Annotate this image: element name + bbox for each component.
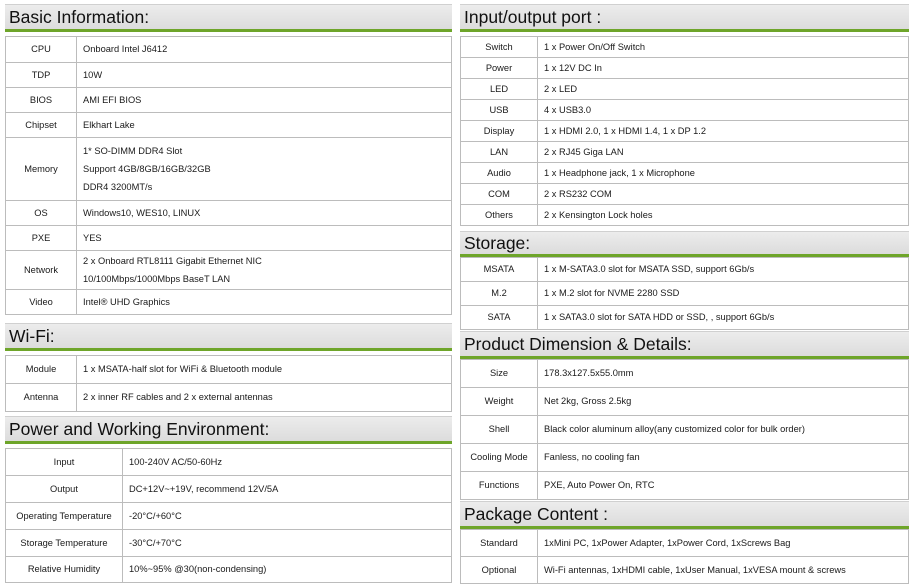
spec-value: [538, 184, 909, 205]
spec-value-line: 1 x M-SATA3.0 slot for MSATA SSD, support 6Gb/s: [544, 264, 755, 275]
spec-value: [77, 201, 452, 226]
section-title: Package Content :: [460, 501, 909, 529]
spec-value-line: YES: [83, 232, 102, 243]
spec-value-line: DC+12V~+19V, recommend 12V/5A: [129, 483, 279, 494]
spec-value: [123, 557, 452, 583]
table-row: [6, 476, 452, 503]
io-port-section: [460, 4, 909, 227]
spec-value-line: -20°C/+60°C: [129, 510, 182, 521]
spec-value-line: 1xMini PC, 1xPower Adapter, 1xPower Cord, 1xScrews Bag: [544, 537, 791, 548]
table-row: [461, 360, 909, 388]
spec-table: [5, 448, 452, 583]
table-row: [6, 251, 452, 290]
table-row: [461, 258, 909, 282]
spec-value: [123, 449, 452, 476]
wifi-section: [5, 323, 452, 411]
spec-value-line: 1 x HDMI 2.0, 1 x HDMI 1.4, 1 x DP 1.2: [544, 125, 707, 136]
spec-value-line: AMI EFI BIOS: [83, 94, 142, 105]
spec-value: [77, 37, 452, 63]
spec-value-line: DDR4 3200MT/s: [83, 182, 153, 193]
table-row: [6, 449, 452, 476]
spec-value: [538, 37, 909, 58]
spec-value: [538, 258, 909, 282]
table-row: [461, 444, 909, 472]
spec-value-line: Black color aluminum alloy(any customized color for bulk order): [544, 424, 805, 435]
spec-value: [538, 557, 909, 584]
table-row: [6, 138, 452, 201]
spec-value: [538, 163, 909, 184]
spec-value: [77, 290, 452, 315]
spec-label: Optional: [461, 557, 538, 584]
table-row: [6, 384, 452, 412]
spec-label: Storage Temperature: [6, 530, 123, 557]
spec-label: LED: [461, 79, 538, 100]
spec-value: [77, 88, 452, 113]
spec-label: M.2: [461, 282, 538, 306]
spec-value-line: Net 2kg, Gross 2.5kg: [544, 396, 632, 407]
section-title: Storage:: [460, 231, 909, 257]
table-row: [461, 530, 909, 557]
spec-value-line: PXE, Auto Power On, RTC: [544, 480, 655, 491]
spec-value-line: 2 x Onboard RTL8111 Gigabit Ethernet NIC: [83, 255, 262, 266]
spec-value: [77, 226, 452, 251]
spec-value: [538, 282, 909, 306]
spec-value: [538, 58, 909, 79]
spec-value: [538, 100, 909, 121]
table-row: [461, 282, 909, 306]
table-row: [461, 472, 909, 500]
spec-value: [538, 388, 909, 416]
spec-label: Weight: [461, 388, 538, 416]
table-row: [461, 205, 909, 226]
spec-value-line: 1* SO-DIMM DDR4 Slot: [83, 145, 183, 156]
spec-label: USB: [461, 100, 538, 121]
basic-information-section: [5, 4, 452, 320]
table-row: [6, 113, 452, 138]
spec-value-line: Windows10, WES10, LINUX: [83, 207, 201, 218]
spec-label: PXE: [6, 226, 77, 251]
spec-value-line: 2 x RS232 COM: [544, 188, 612, 199]
spec-label: Display: [461, 121, 538, 142]
spec-value: [538, 530, 909, 557]
spec-value: [77, 138, 452, 201]
product-dimension-section: [460, 331, 909, 496]
spec-value: [123, 476, 452, 503]
table-row: [6, 530, 452, 557]
spec-value-line: Support 4GB/8GB/16GB/32GB: [83, 163, 211, 174]
spec-value: [77, 63, 452, 88]
spec-value: [123, 530, 452, 557]
spec-label: Network: [6, 251, 77, 290]
spec-label: Input: [6, 449, 123, 476]
spec-value: [77, 251, 452, 290]
table-row: [461, 100, 909, 121]
spec-label: Module: [6, 356, 77, 384]
spec-label: Size: [461, 360, 538, 388]
section-title: Input/output port :: [460, 4, 909, 32]
table-row: [461, 79, 909, 100]
table-row: [6, 356, 452, 384]
spec-value: [77, 113, 452, 138]
spec-value-line: 2 x inner RF cables and 2 x external antennas: [83, 392, 273, 403]
table-row: [461, 163, 909, 184]
spec-table: [460, 36, 909, 226]
table-row: [6, 226, 452, 251]
spec-label: CPU: [6, 37, 77, 63]
spec-value-line: 10%~95% @30(non-condensing): [129, 564, 267, 575]
spec-table: [5, 36, 452, 315]
spec-value-line: 10/100Mbps/1000Mbps BaseT LAN: [83, 274, 231, 284]
spec-label: Chipset: [6, 113, 77, 138]
spec-label: COM: [461, 184, 538, 205]
spec-value-line: 2 x RJ45 Giga LAN: [544, 146, 624, 157]
spec-value: [538, 121, 909, 142]
spec-label: Audio: [461, 163, 538, 184]
storage-section: [460, 231, 909, 326]
spec-table: [460, 257, 909, 330]
spec-label: Antenna: [6, 384, 77, 412]
spec-value: [538, 306, 909, 330]
spec-value-line: 10W: [83, 69, 103, 80]
spec-value: [538, 79, 909, 100]
table-row: [461, 121, 909, 142]
spec-label: LAN: [461, 142, 538, 163]
table-row: [461, 416, 909, 444]
spec-value-line: 1 x Headphone jack, 1 x Microphone: [544, 167, 695, 178]
table-row: [461, 306, 909, 330]
spec-table: [5, 355, 452, 412]
spec-value: [123, 503, 452, 530]
spec-value-line: 2 x LED: [544, 83, 578, 94]
spec-value-line: 4 x USB3.0: [544, 104, 592, 115]
spec-value-line: Onboard Intel J6412: [83, 44, 168, 55]
section-title: Power and Working Environment:: [5, 416, 452, 444]
spec-value-line: 1 x SATA3.0 slot for SATA HDD or SSD, , support 6Gb/s: [544, 312, 775, 323]
spec-label: Switch: [461, 37, 538, 58]
spec-label: Cooling Mode: [461, 444, 538, 472]
table-row: [6, 63, 452, 88]
spec-table: [460, 529, 909, 584]
spec-table: [460, 359, 909, 500]
power-environment-section: [5, 416, 452, 583]
spec-value: [538, 205, 909, 226]
spec-value: [538, 416, 909, 444]
table-row: [6, 290, 452, 315]
spec-value-line: 1 x 12V DC In: [544, 62, 602, 73]
spec-label: Shell: [461, 416, 538, 444]
spec-label: Memory: [6, 138, 77, 201]
spec-label: TDP: [6, 63, 77, 88]
spec-label: Power: [461, 58, 538, 79]
spec-value-line: Fanless, no cooling fan: [544, 452, 640, 463]
table-row: [6, 88, 452, 113]
spec-value-line: 1 x MSATA-half slot for WiFi & Bluetooth module: [83, 364, 283, 375]
table-row: [461, 388, 909, 416]
spec-value: [538, 360, 909, 388]
spec-value-line: 1 x M.2 slot for NVME 2280 SSD: [544, 288, 680, 299]
table-row: [6, 503, 452, 530]
spec-label: Standard: [461, 530, 538, 557]
spec-label: Output: [6, 476, 123, 503]
table-row: [461, 142, 909, 163]
table-row: [6, 557, 452, 583]
spec-label: BIOS: [6, 88, 77, 113]
section-title: Wi-Fi:: [5, 323, 452, 351]
section-title: Product Dimension & Details:: [460, 331, 909, 359]
spec-value-line: Wi-Fi antennas, 1xHDMI cable, 1xUser Manual, 1xVESA mount & screws: [544, 564, 846, 575]
spec-label: Functions: [461, 472, 538, 500]
spec-value-line: 1 x Power On/Off Switch: [544, 41, 646, 52]
table-row: [461, 37, 909, 58]
spec-value: [538, 472, 909, 500]
spec-label: SATA: [461, 306, 538, 330]
spec-value: [77, 356, 452, 384]
table-row: [461, 58, 909, 79]
table-row: [6, 201, 452, 226]
spec-label: Relative Humidity: [6, 557, 123, 583]
package-content-section: [460, 501, 909, 583]
section-title: Basic Information:: [5, 4, 452, 32]
table-row: [461, 557, 909, 584]
spec-label: MSATA: [461, 258, 538, 282]
spec-label: Others: [461, 205, 538, 226]
table-row: [6, 37, 452, 63]
spec-label: Operating Temperature: [6, 503, 123, 530]
table-row: [461, 184, 909, 205]
spec-value-line: 2 x Kensington Lock holes: [544, 209, 653, 220]
spec-value-line: Elkhart Lake: [83, 119, 135, 130]
spec-value: [77, 384, 452, 412]
spec-value: [538, 142, 909, 163]
spec-value: [538, 444, 909, 472]
spec-label: OS: [6, 201, 77, 226]
spec-label: Video: [6, 290, 77, 315]
spec-value-line: 178.3x127.5x55.0mm: [544, 368, 634, 379]
spec-value-line: -30°C/+70°C: [129, 537, 182, 548]
spec-value-line: Intel® UHD Graphics: [83, 296, 170, 307]
spec-value-line: 100-240V AC/50-60Hz: [129, 456, 223, 467]
